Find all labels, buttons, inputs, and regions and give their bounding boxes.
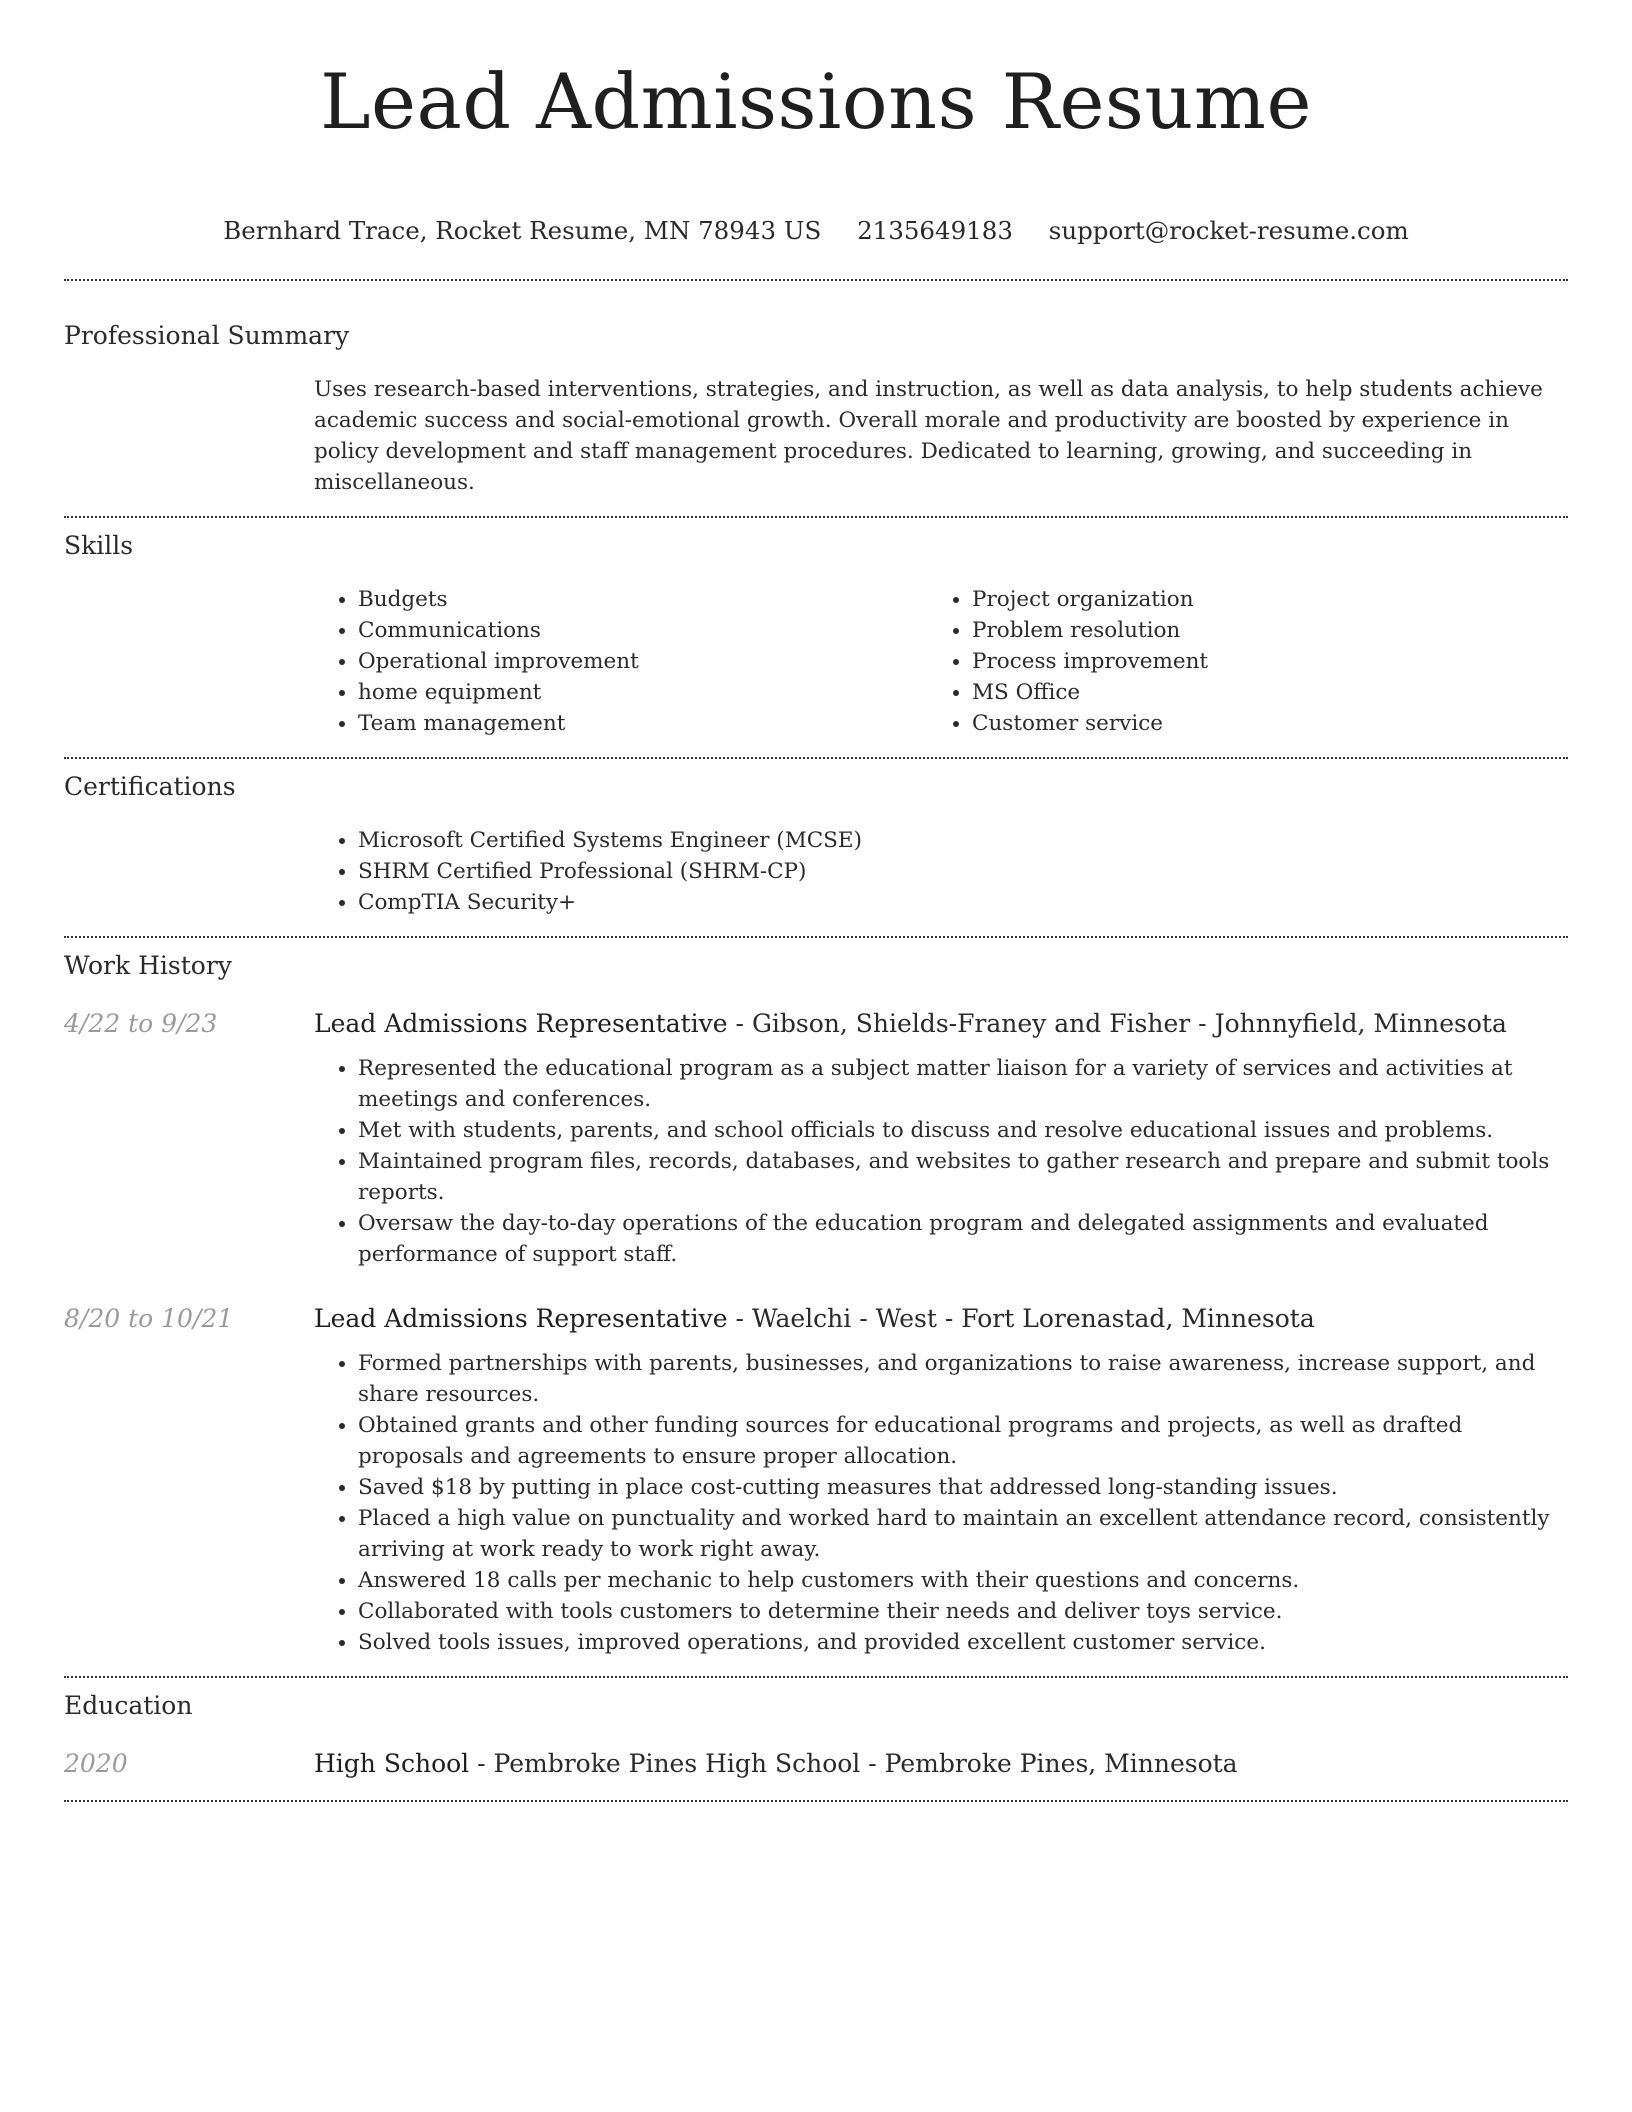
skills-grid (314, 584, 1568, 739)
education-year: 2020 (64, 1749, 128, 1778)
education-entry (64, 1748, 1568, 1780)
job-dates: 4/22 to 9/23 (64, 1009, 218, 1038)
job-bullet: • Saved $18 by putting in place cost-cutting measures that addressed long-standing issues. (358, 1472, 1568, 1503)
job-heading (314, 1303, 1315, 1335)
skill-item: • Process improvement (972, 646, 1542, 677)
skill-item: • Communications (358, 615, 928, 646)
job-bullet: • Oversaw the day-to-day operations of the education program and delegated assignments and evaluated performance of support staff. (358, 1208, 1568, 1270)
skills-list-right (928, 584, 1542, 739)
job-bullet: • Collaborated with tools customers to determine their needs and deliver toys service. (358, 1596, 1568, 1627)
contact-address: Bernhard Trace, Rocket Resume, MN 78943 US (223, 216, 822, 245)
job-dates: 8/20 to 10/21 (64, 1304, 234, 1333)
job-employer: - Waelchi - West - Fort Lorenastad, Minnesota (727, 1304, 1315, 1333)
resume-title: Lead Admissions Resume (320, 57, 1312, 146)
skill-item: • MS Office (972, 677, 1542, 708)
certification-item: • SHRM Certified Professional (SHRM-CP) (358, 856, 1568, 887)
job-heading (314, 1008, 1507, 1040)
job-bullet: • Formed partnerships with parents, businesses, and organizations to raise awareness, increase support, and share resources. (358, 1348, 1568, 1410)
certifications-body (314, 825, 1568, 918)
contact-email: support@rocket-resume.com (1048, 216, 1409, 245)
job-bullet-list (314, 1053, 1568, 1270)
certification-item: • Microsoft Certified Systems Engineer (MCSE) (358, 825, 1568, 856)
job-bullet: • Obtained grants and other funding sources for educational programs and projects, as well as drafted proposals and agreements to ensure proper allocation. (358, 1410, 1568, 1472)
job-title: Lead Admissions Representative (314, 1304, 728, 1333)
education-school: - Pembroke Pines High School - Pembroke Pines, Minnesota (469, 1749, 1238, 1778)
summary-text: Uses research-based interventions, strategies, and instruction, as well as data analysis, to help students achieve academic success and social-emotional growth. Overall morale and productivity are boosted by experience in policy development and staff management procedures. Dedicated to learning, growing, and succeeding in miscellaneous. (314, 377, 1543, 495)
skill-item: • Team management (358, 708, 928, 739)
skill-item: • Budgets (358, 584, 928, 615)
certification-item: • CompTIA Security+ (358, 887, 1568, 918)
job-entry (64, 1008, 1568, 1040)
skill-item: • Operational improvement (358, 646, 928, 677)
education-section (64, 1678, 1568, 1780)
contact-line (64, 216, 1568, 246)
job-bullet: • Placed a high value on punctuality and worked hard to maintain an excellent attendance record, consistently arriving at work ready to work right away. (358, 1503, 1568, 1565)
skill-item: • Project organization (972, 584, 1542, 615)
job-bullet: • Maintained program files, records, databases, and websites to gather research and prepare and submit tools reports. (358, 1146, 1568, 1208)
skills-list-left (314, 584, 928, 739)
education-heading (314, 1748, 1238, 1780)
section-heading-summary: Professional Summary (64, 321, 350, 350)
skill-item: • home equipment (358, 677, 928, 708)
certifications-section (64, 759, 1568, 918)
section-heading-certifications: Certifications (64, 772, 236, 801)
job-bullets (314, 1053, 1568, 1270)
job-bullets (314, 1348, 1568, 1658)
certifications-list (314, 825, 1568, 918)
section-heading-skills: Skills (64, 531, 134, 560)
job-bullet: • Solved tools issues, improved operations, and provided excellent customer service. (358, 1627, 1568, 1658)
contact-phone: 2135649183 (857, 216, 1013, 245)
job-bullet: • Represented the educational program as a subject matter liaison for a variety of services and activities at meetings and conferences. (358, 1053, 1568, 1115)
skill-item: • Problem resolution (972, 615, 1542, 646)
skills-section (64, 518, 1568, 739)
section-heading-education: Education (64, 1691, 193, 1720)
job-title: Lead Admissions Representative (314, 1009, 728, 1038)
job-employer: - Gibson, Shields-Franey and Fisher - Johnnyfield, Minnesota (727, 1009, 1507, 1038)
work-history-section (64, 938, 1568, 1658)
job-bullet-list (314, 1348, 1568, 1658)
job-bullet: • Met with students, parents, and school officials to discuss and resolve educational issues and problems. (358, 1115, 1568, 1146)
skill-item: • Customer service (972, 708, 1542, 739)
section-heading-work-history: Work History (64, 951, 232, 980)
job-entry (64, 1303, 1568, 1335)
education-degree: High School (314, 1749, 470, 1778)
summary-section (64, 281, 1568, 498)
divider (64, 1800, 1568, 1802)
job-bullet: • Answered 18 calls per mechanic to help customers with their questions and concerns. (358, 1565, 1568, 1596)
